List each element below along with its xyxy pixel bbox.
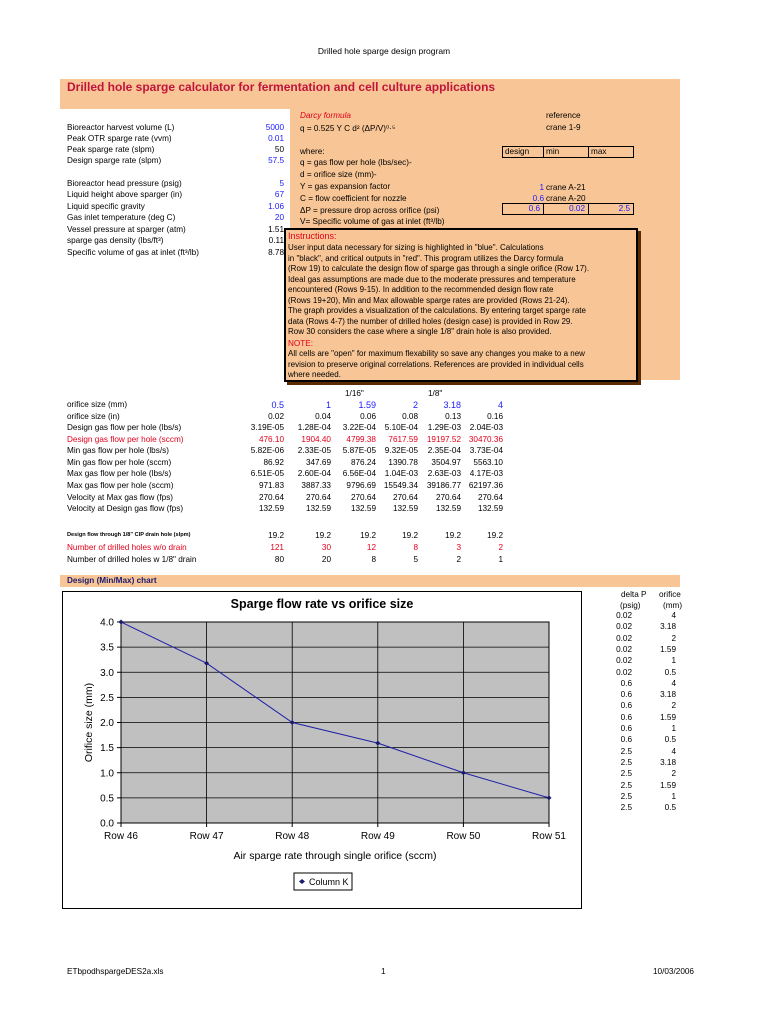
side-cell-orifice: 4: [671, 678, 676, 688]
table-cell: 4799.38: [346, 435, 376, 444]
side-cell-orifice: 1: [671, 656, 676, 666]
side-cell-deltap: 0.02: [616, 656, 632, 666]
table-cell[interactable]: 0.5: [271, 400, 284, 410]
side-cell-orifice: 0.5: [664, 667, 676, 677]
side-cell-deltap: 2.5: [620, 780, 632, 790]
table-row-label: Max gas flow per hole (sccm): [67, 481, 174, 490]
table-cell: 6.51E-05: [250, 469, 284, 478]
table-cell: 270.64: [350, 493, 376, 502]
chart-title: Sparge flow rate vs orifice size: [230, 597, 414, 611]
input-value[interactable]: 57.5: [268, 156, 284, 165]
note-line: revision to preserve original correlations. References are provided in individual cells: [288, 359, 584, 369]
footer-page: 1: [381, 967, 386, 976]
table-row-label: Min gas flow per hole (sccm): [67, 458, 172, 467]
footer-file: ETbpodhspargeDES2a.xls: [67, 967, 164, 976]
side-header-orifice: orifice: [659, 590, 681, 599]
y-tick-label: 0.0: [100, 818, 114, 830]
table-cell: 0.13: [445, 412, 461, 421]
side-cell-orifice: 3.18: [660, 690, 676, 700]
side-cell-deltap: 2.5: [620, 803, 632, 813]
note-line: where needed.: [288, 370, 341, 379]
reference-label: reference: [546, 111, 581, 120]
dp-design-cell[interactable]: [502, 203, 544, 215]
table-cell: 0.08: [402, 412, 418, 421]
instruction-line: encountered (Rows 9-15). In addition to the recommended design flow rate: [288, 285, 554, 294]
header-min-cell[interactable]: [543, 146, 589, 158]
dp-min-cell[interactable]: [543, 203, 589, 215]
table-cell: 1: [498, 555, 503, 564]
instructions-box: [284, 228, 638, 382]
table-cell: 9.32E-05: [384, 446, 418, 455]
table-cell: 0.04: [315, 412, 331, 421]
table-cell: 5563.10: [473, 458, 503, 467]
table-cell: 347.69: [305, 458, 331, 467]
instruction-line: data (Rows 4-7) the number of drilled holes (design case) is provided in Row 29.: [288, 316, 573, 326]
table-row-label: orifice size (in): [67, 412, 120, 421]
side-cell-orifice: 0.5: [664, 803, 676, 813]
table-cell: 19.2: [445, 531, 461, 540]
table-cell: 132.59: [435, 504, 461, 513]
table-cell: 3504.97: [431, 458, 461, 467]
table-row-label: Design gas flow per hole (sccm): [67, 435, 184, 444]
side-cell-deltap: 0.02: [616, 611, 632, 620]
x-tick-label: Row 47: [189, 831, 224, 842]
table-cell: 3: [456, 543, 461, 552]
side-cell-deltap: 2.5: [620, 791, 632, 801]
side-cell-orifice: 1: [671, 791, 676, 801]
table-cell: 1904.40: [301, 435, 331, 444]
page-header: Drilled hole sparge design program: [317, 46, 451, 56]
table-cell: 2.35E-04: [427, 446, 461, 455]
table-cell: 20: [321, 555, 331, 564]
table-cell[interactable]: 3.18: [443, 400, 461, 410]
side-cell-deltap: 0.6: [620, 735, 632, 745]
table-row-label: Velocity at Design gas flow (fps): [67, 504, 184, 513]
input-value: 0.11: [268, 236, 284, 245]
table-cell: 2.63E-03: [427, 469, 461, 478]
side-cell-deltap: 2.5: [620, 757, 632, 767]
chart-section-label: Design (Min/Max) chart: [67, 576, 157, 585]
side-cell-orifice: 3.18: [660, 622, 676, 632]
table-cell: 5.10E-04: [384, 423, 418, 432]
table-cell[interactable]: 4: [497, 400, 503, 410]
input-label: Peak sparge rate (slpm): [67, 145, 155, 154]
table-cell: 5: [413, 555, 418, 564]
table-cell: 5.82E-06: [250, 446, 284, 455]
header-max-cell[interactable]: [588, 146, 634, 158]
table-cell: 19197.52: [426, 435, 461, 444]
table-cell[interactable]: 1: [325, 400, 331, 410]
table-row-label: Max gas flow per hole (lbs/s): [67, 469, 172, 478]
table-cell: 62197.36: [468, 481, 503, 490]
header-design-cell[interactable]: [502, 146, 544, 158]
page-title: Drilled hole sparge calculator for fermentation and cell culture applications: [67, 80, 496, 94]
x-tick-label: Row 48: [275, 831, 310, 842]
instruction-line: (Row 19) to calculate the design flow of sparge gas through a single orifice (Row 17).: [288, 264, 590, 273]
y-tick-label: 1.0: [100, 768, 114, 780]
input-label: Liquid specific gravity: [67, 202, 145, 211]
input-value: 1.51: [268, 225, 284, 234]
table-cell: 1390.78: [388, 458, 418, 467]
input-value: 8.78: [268, 248, 284, 257]
side-cell-deltap: 0.02: [616, 644, 632, 654]
instructions-heading: Instructions:: [288, 231, 337, 241]
side-cell-orifice: 2: [671, 769, 676, 779]
side-cell-orifice: 1.59: [660, 780, 676, 790]
c-reference: crane A-20: [546, 194, 586, 203]
dp-max: 2.5: [618, 204, 630, 213]
x-tick-label: Row 51: [532, 831, 566, 842]
input-value[interactable]: 20: [274, 213, 284, 222]
input-value[interactable]: 5000: [265, 123, 284, 132]
x-tick-label: Row 46: [104, 831, 138, 842]
table-cell: 1.04E-03: [384, 469, 418, 478]
y-tick-label: 4.0: [100, 617, 114, 629]
table-cell: 270.64: [477, 493, 503, 502]
darcy-def: d = orifice size (mm)-: [300, 170, 377, 179]
table-cell: 30470.36: [468, 435, 503, 444]
table-cell: 19.2: [268, 531, 284, 540]
legend-label: Column K: [309, 877, 349, 887]
table-cell: 270.64: [435, 493, 461, 502]
table-cell: 15549.34: [383, 481, 418, 490]
darcy-where: where:: [300, 147, 325, 156]
side-cell-deltap: 0.6: [620, 701, 632, 711]
side-cell-deltap: 0.6: [620, 690, 632, 700]
side-cell-orifice: 1.59: [660, 644, 676, 654]
table-cell: 2: [498, 543, 503, 552]
table-row-label: orifice size (mm): [67, 400, 128, 409]
table-cell: 12: [366, 543, 376, 552]
instruction-line: User input data necessary for sizing is highlighted in "blue". Calculations: [288, 243, 544, 252]
table-cell: 132.59: [305, 504, 331, 513]
table-cell: 1.28E-04: [297, 423, 331, 432]
side-cell-deltap: 2.5: [620, 746, 632, 756]
table-cell: 2.33E-05: [297, 446, 331, 455]
input-label: Design sparge rate (slpm): [67, 156, 162, 165]
table-cell: 1.29E-03: [427, 423, 461, 432]
footer-date: 10/03/2006: [653, 967, 694, 976]
input-label: sparge gas density (lbs/ft³): [67, 236, 164, 245]
table-cell: 132.59: [392, 504, 418, 513]
header-design: design: [505, 147, 530, 156]
header-max: max: [591, 147, 607, 156]
col-mark-1-8: 1/8": [428, 389, 443, 398]
instruction-line: Row 30 considers the case where a single 1/8" drain hole is also provided.: [288, 327, 552, 336]
input-value: 50: [274, 145, 284, 154]
table-cell: 39186.77: [426, 481, 461, 490]
input-value[interactable]: 1.06: [268, 202, 284, 211]
table-cell: 971.83: [258, 481, 284, 490]
side-cell-orifice: 4: [671, 611, 676, 620]
side-cell-deltap: 2.5: [620, 769, 632, 779]
table-cell: 86.92: [263, 458, 284, 467]
table-cell: 0.02: [268, 412, 284, 421]
table-cell: 8: [371, 555, 376, 564]
note-line: All cells are "open" for maximum flexability so save any changes you make to a new: [288, 349, 585, 358]
dp-min: 0.02: [569, 204, 585, 213]
y-tick-label: 1.5: [100, 743, 114, 755]
darcy-def: q = gas flow per hole (lbs/sec)-: [300, 158, 412, 167]
table-cell[interactable]: 2: [412, 400, 418, 410]
side-header-psig: (psig): [620, 601, 641, 610]
input-label: Vessel pressure at sparger (atm): [67, 225, 186, 234]
side-cell-orifice: 1.59: [660, 712, 676, 722]
x-tick-label: Row 50: [446, 831, 481, 842]
side-cell-deltap: 0.02: [616, 667, 632, 677]
side-cell-orifice: 0.5: [664, 735, 676, 745]
table-row-label: Number of drilled holes w/o drain: [67, 543, 187, 552]
input-value[interactable]: 0.01: [268, 134, 284, 143]
table-cell: 30: [321, 543, 331, 552]
table-cell: 270.64: [258, 493, 284, 502]
table-cell: 4.17E-03: [469, 469, 503, 478]
y-tick-label: 2.5: [100, 692, 114, 704]
side-cell-deltap: 0.6: [620, 712, 632, 722]
table-cell: 3887.33: [301, 481, 331, 490]
input-value[interactable]: 67: [274, 190, 284, 199]
y-tick-label: 0.5: [100, 793, 114, 805]
y-value[interactable]: 1: [539, 183, 544, 192]
side-cell-deltap: 0.02: [616, 622, 632, 632]
table-cell[interactable]: 1.59: [358, 400, 376, 410]
table-cell: 132.59: [350, 504, 376, 513]
table-cell: 3.22E-04: [342, 423, 376, 432]
table-cell: 19.2: [402, 531, 418, 540]
input-label: Specific volume of gas at inlet (ft³/lb): [67, 248, 199, 257]
table-cell: 7617.59: [388, 435, 418, 444]
table-row-label: Velocity at Max gas flow (fps): [67, 493, 174, 502]
table-cell: 80: [274, 555, 284, 564]
y-tick-label: 3.0: [100, 667, 114, 679]
note-heading: NOTE:: [288, 339, 314, 348]
side-header-deltap: delta P: [621, 590, 647, 599]
side-cell-orifice: 1: [671, 724, 676, 733]
table-row-label: Design flow through 1/8" CIP drain hole (slpm): [67, 532, 191, 538]
table-row-label: Design gas flow per hole (lbs/s): [67, 423, 182, 432]
table-cell: 0.06: [360, 412, 376, 421]
table-cell: 19.2: [360, 531, 376, 540]
table-cell: 132.59: [477, 504, 503, 513]
input-label: Bioreactor head pressure (psig): [67, 179, 182, 188]
table-cell: 6.56E-04: [342, 469, 376, 478]
header-min: min: [546, 147, 560, 156]
instruction-line: in "black", and critical outputs in "red". This program utilizes the Darcy formula: [288, 253, 564, 263]
darcy-def: ΔP = pressure drop across orifice (psi): [300, 206, 440, 215]
side-cell-deltap: 0.6: [620, 724, 632, 733]
table-cell: 19.2: [315, 531, 331, 540]
side-cell-orifice: 3.18: [660, 757, 676, 767]
table-cell: 2: [456, 555, 461, 564]
y-tick-label: 2.0: [100, 718, 114, 729]
table-cell: 876.24: [350, 458, 376, 467]
side-cell-orifice: 2: [671, 701, 676, 711]
side-cell-deltap: 0.6: [620, 678, 632, 688]
y-tick-label: 3.5: [100, 642, 114, 654]
darcy-def: C = flow coefficient for nozzle: [300, 194, 407, 203]
side-cell-orifice: 4: [671, 746, 676, 756]
table-row-label: Number of drilled holes w 1/8" drain: [67, 555, 197, 564]
side-header-mm: (mm): [663, 601, 683, 610]
instruction-line: The graph provides a visualization of the calculations. By entering target sparge rate: [288, 306, 586, 315]
y-axis-label: Orifice size (mm): [83, 682, 95, 763]
y-reference: crane A-21: [546, 183, 586, 192]
darcy-def: V= Specific volume of gas at inlet (ft³/lb): [300, 217, 445, 226]
side-cell-deltap: 0.02: [616, 633, 632, 643]
input-label: Liquid height above sparger (in): [67, 190, 183, 199]
input-value[interactable]: 5: [279, 179, 284, 188]
darcy-heading: Darcy formula: [300, 111, 351, 120]
instruction-line: Ideal gas assumptions are made due to the moderate pressures and temperature: [288, 274, 576, 284]
sparge-chart: [62, 591, 582, 909]
instruction-line: (Rows 19+20), Min and Max allowable sparge rates are provided (Rows 21-24).: [288, 295, 570, 305]
darcy-def: Y = gas expansion factor: [300, 182, 391, 191]
dp-max-cell[interactable]: [588, 203, 634, 215]
table-cell: 5.87E-05: [342, 446, 376, 455]
dp-design: 0.6: [528, 204, 540, 213]
col-mark-1-16: 1/16": [345, 389, 364, 398]
x-tick-label: Row 49: [360, 831, 395, 842]
table-cell: 132.59: [258, 504, 284, 513]
table-cell: 9796.69: [346, 481, 376, 490]
reference-value: crane 1-9: [546, 123, 581, 132]
table-cell: 0.16: [487, 412, 503, 421]
darcy-formula: q = 0.525 Y C d² (ΔP/V)⁰·⁵: [300, 124, 396, 133]
side-cell-orifice: 2: [671, 633, 676, 643]
x-axis-label: Air sparge rate through single orifice (sccm): [233, 850, 437, 862]
table-cell: 2.60E-04: [297, 469, 331, 478]
input-label: Peak OTR sparge rate (vvm): [67, 134, 172, 143]
table-cell: 476.10: [258, 435, 284, 444]
input-label: Bioreactor harvest volume (L): [67, 123, 175, 132]
table-cell: 270.64: [392, 493, 418, 502]
table-cell: 270.64: [305, 493, 331, 502]
table-row-label: Min gas flow per hole (lbs/s): [67, 446, 169, 455]
table-cell: 8: [413, 543, 418, 552]
table-cell: 19.2: [487, 531, 503, 540]
table-cell: 2.04E-03: [469, 423, 503, 432]
table-cell: 121: [270, 543, 284, 552]
c-value[interactable]: 0.6: [532, 194, 544, 203]
input-label: Gas inlet temperature (deg C): [67, 213, 176, 222]
table-cell: 3.19E-05: [250, 423, 284, 432]
table-cell: 3.73E-04: [469, 446, 503, 455]
